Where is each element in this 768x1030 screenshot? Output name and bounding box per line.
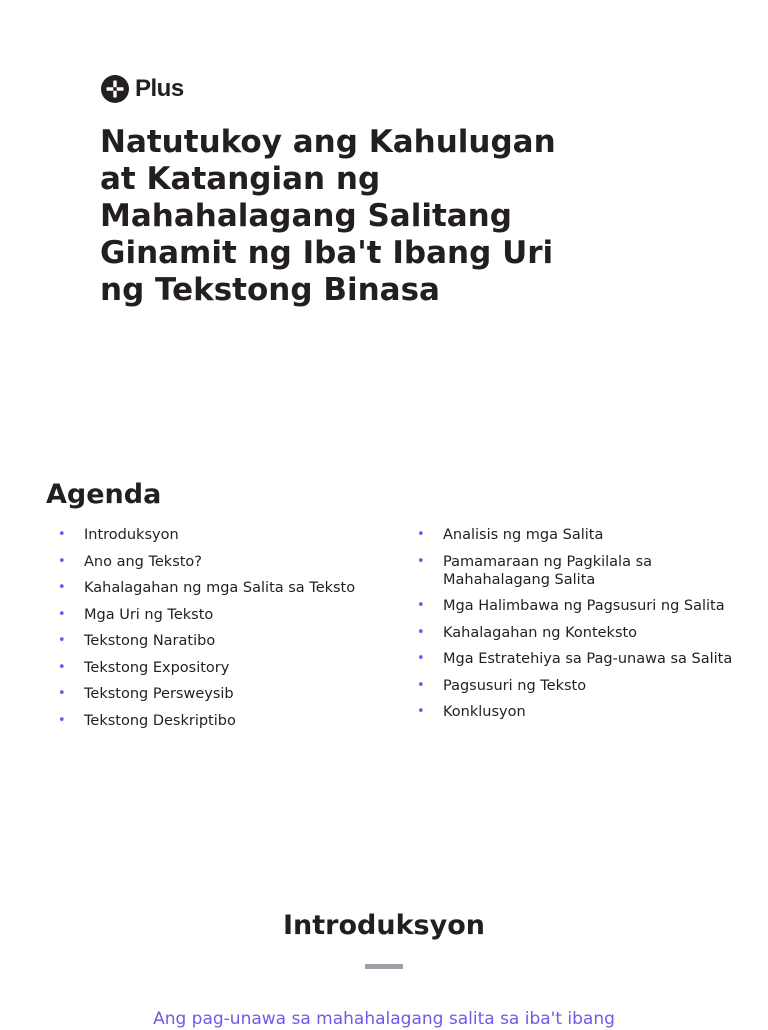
- bullet-icon: •: [58, 527, 66, 542]
- agenda-item-label: Pagsusuri ng Teksto: [443, 677, 587, 694]
- bullet-icon: •: [417, 651, 425, 666]
- bullet-icon: •: [58, 712, 66, 728]
- agenda-item: [417, 624, 747, 642]
- bullet-icon: •: [58, 580, 66, 595]
- agenda-heading: Agenda: [46, 479, 162, 510]
- bullet-icon: •: [417, 677, 425, 693]
- agenda-item: [417, 650, 747, 668]
- agenda-list-left: [58, 526, 388, 738]
- agenda-item-label: Tekstong Expository: [84, 659, 230, 676]
- agenda-item: [58, 632, 388, 650]
- agenda-item-label: Pamamaraan ng Pagkilala sa Mahahalagang Salita: [443, 553, 653, 588]
- agenda-item-label: Mga Uri ng Teksto: [84, 606, 214, 623]
- agenda-item: [58, 606, 388, 624]
- agenda-item-label: Tekstong Persweysib: [84, 686, 234, 702]
- agenda-item: [58, 685, 388, 703]
- agenda-list-right: [417, 526, 747, 730]
- agenda-item: [58, 659, 388, 677]
- agenda-item: [417, 677, 747, 695]
- brand-logo: [101, 75, 184, 103]
- bullet-icon: •: [417, 624, 425, 640]
- agenda-item-label: Analisis ng mga Salita: [443, 527, 604, 543]
- agenda-item-label: Kahalagahan ng mga Salita sa Teksto: [84, 580, 356, 596]
- bullet-icon: •: [58, 686, 66, 701]
- bullet-icon: •: [417, 553, 425, 569]
- agenda-item-label: Mga Halimbawa ng Pagsusuri ng Salita: [443, 598, 725, 614]
- page-title: Natutukoy ang Kahulugan at Katangian ng Mahahalagang Salitang Ginamit ng Iba't Ibang Uri ng Tekstong Binasa: [100, 124, 556, 308]
- agenda-item: [58, 526, 388, 544]
- agenda-item: [58, 553, 388, 571]
- section-title: Introduksyon: [283, 910, 485, 941]
- agenda-item: [417, 703, 747, 721]
- bullet-icon: •: [58, 606, 66, 622]
- agenda-item: [58, 579, 388, 597]
- agenda-item-label: Kahalagahan ng Konteksto: [443, 624, 638, 641]
- agenda-item-label: Tekstong Deskriptibo: [84, 712, 236, 729]
- agenda-item-label: Introduksyon: [84, 527, 179, 543]
- bullet-icon: •: [417, 704, 425, 719]
- intro-paragraph: Ang pag-unawa sa mahahalagang salita sa iba't ibang: [153, 1009, 615, 1029]
- agenda-item-label: Tekstong Naratibo: [84, 633, 216, 649]
- bullet-icon: •: [58, 553, 66, 569]
- bullet-icon: •: [58, 659, 66, 675]
- agenda-item: [417, 526, 747, 544]
- bullet-icon: •: [417, 598, 425, 613]
- agenda-item-label: Konklusyon: [443, 704, 526, 720]
- agenda-item: [58, 712, 388, 730]
- agenda-item-label: Mga Estratehiya sa Pag-unawa sa Salita: [443, 651, 733, 667]
- agenda-item: [417, 553, 747, 589]
- agenda-item: [417, 597, 747, 615]
- plus-logo-icon: [101, 75, 129, 103]
- section-divider: [365, 964, 403, 969]
- agenda-item-label: Ano ang Teksto?: [84, 553, 202, 570]
- bullet-icon: •: [417, 527, 425, 542]
- bullet-icon: •: [58, 633, 66, 648]
- brand-name: Plus: [135, 75, 184, 102]
